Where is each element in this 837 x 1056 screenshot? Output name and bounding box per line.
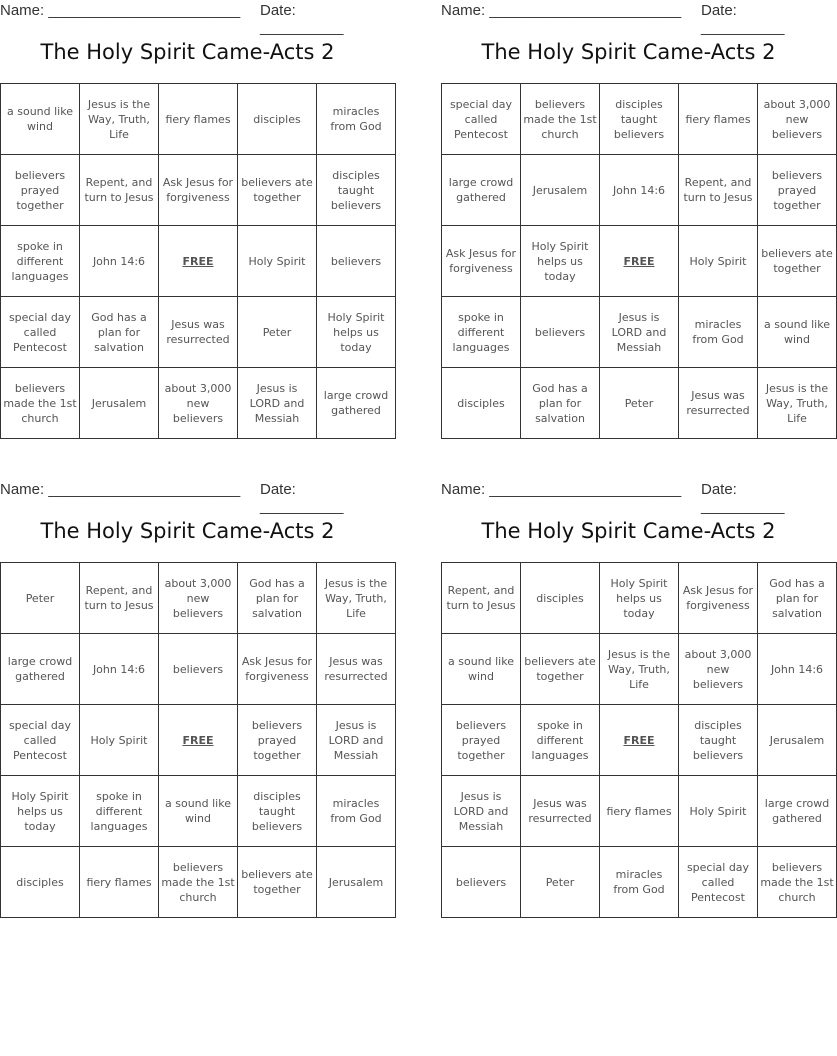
bingo-cell: believers (159, 634, 238, 705)
card-title: The Holy Spirit Came-Acts 2 (40, 519, 335, 543)
grid-row (1, 155, 396, 226)
bingo-cell: disciples (442, 368, 521, 439)
bingo-cell: John 14:6 (80, 226, 159, 297)
bingo-cell: Peter (238, 297, 317, 368)
grid-row (442, 155, 837, 226)
grid-row (1, 776, 396, 847)
bingo-cell: a sound like wind (159, 776, 238, 847)
bingo-cell: Jesus is LORD and Messiah (442, 776, 521, 847)
bingo-cell: Holy Spirit helps us today (600, 563, 679, 634)
bingo-cell: special day called Pentecost (679, 847, 758, 918)
card-title: The Holy Spirit Came-Acts 2 (481, 40, 776, 64)
bingo-cell: Jesus is the Way, Truth, Life (758, 368, 837, 439)
bingo-cell: Holy Spirit (679, 776, 758, 847)
free-space: FREE (159, 705, 238, 776)
bingo-cell: disciples taught believers (600, 84, 679, 155)
bingo-cell: Holy Spirit helps us today (317, 297, 396, 368)
bingo-cell: Ask Jesus for forgiveness (159, 155, 238, 226)
bingo-cell: spoke in different languages (442, 297, 521, 368)
date-field: Date: __________ (260, 481, 344, 515)
date-field: Date: __________ (701, 481, 785, 515)
bingo-cell: fiery flames (80, 847, 159, 918)
bingo-cell: miracles from God (317, 84, 396, 155)
bingo-cell: believers prayed together (442, 705, 521, 776)
bingo-cell: believers ate together (758, 226, 837, 297)
bingo-cell: Jesus is the Way, Truth, Life (317, 563, 396, 634)
bingo-card-2 (441, 0, 833, 425)
bingo-cell: spoke in different languages (521, 705, 600, 776)
bingo-grid (0, 83, 396, 439)
bingo-cell: Jesus was resurrected (521, 776, 600, 847)
card-title: The Holy Spirit Came-Acts 2 (481, 519, 776, 543)
bingo-cell: Jesus was resurrected (679, 368, 758, 439)
bingo-cell: Jesus was resurrected (317, 634, 396, 705)
bingo-cell: Holy Spirit (238, 226, 317, 297)
bingo-cell: believers made the 1st church (521, 84, 600, 155)
bingo-cell: Jesus is LORD and Messiah (317, 705, 396, 776)
bingo-cell: Jerusalem (521, 155, 600, 226)
bingo-grid (441, 562, 837, 918)
bingo-cell: believers ate together (238, 847, 317, 918)
bingo-cell: believers ate together (238, 155, 317, 226)
date-field: Date: __________ (701, 2, 785, 36)
bingo-cell: believers prayed together (758, 155, 837, 226)
bingo-cell: Jesus was resurrected (159, 297, 238, 368)
bingo-cell: believers made the 1st church (159, 847, 238, 918)
bingo-cell: disciples taught believers (238, 776, 317, 847)
name-field: Name: _______________________ (441, 2, 682, 19)
bingo-cell: Jerusalem (758, 705, 837, 776)
bingo-cell: a sound like wind (442, 634, 521, 705)
bingo-cell: disciples (238, 84, 317, 155)
bingo-cell: John 14:6 (80, 634, 159, 705)
grid-row (442, 563, 837, 634)
bingo-cell: Repent, and turn to Jesus (679, 155, 758, 226)
grid-row (1, 368, 396, 439)
name-field: Name: _______________________ (441, 481, 682, 498)
grid-row (1, 297, 396, 368)
bingo-cell: Ask Jesus for forgiveness (238, 634, 317, 705)
bingo-cell: God has a plan for salvation (80, 297, 159, 368)
bingo-cell: fiery flames (159, 84, 238, 155)
date-field: Date: __________ (260, 2, 344, 36)
bingo-cell: large crowd gathered (1, 634, 80, 705)
bingo-cell: believers ate together (521, 634, 600, 705)
bingo-cell: disciples (1, 847, 80, 918)
bingo-cell: believers made the 1st church (758, 847, 837, 918)
bingo-cell: Jerusalem (80, 368, 159, 439)
bingo-cell: Jesus is the Way, Truth, Life (80, 84, 159, 155)
bingo-cell: about 3,000 new believers (159, 368, 238, 439)
bingo-cell: miracles from God (679, 297, 758, 368)
bingo-cell: special day called Pentecost (1, 705, 80, 776)
grid-row (1, 226, 396, 297)
bingo-cell: God has a plan for salvation (758, 563, 837, 634)
bingo-cell: large crowd gathered (317, 368, 396, 439)
bingo-cell: disciples taught believers (317, 155, 396, 226)
bingo-cell: about 3,000 new believers (159, 563, 238, 634)
bingo-cell: believers made the 1st church (1, 368, 80, 439)
bingo-cell: fiery flames (600, 776, 679, 847)
grid-row (442, 297, 837, 368)
bingo-grid (441, 83, 837, 439)
bingo-cell: Holy Spirit (679, 226, 758, 297)
bingo-cell: Repent, and turn to Jesus (442, 563, 521, 634)
bingo-cell: believers prayed together (1, 155, 80, 226)
bingo-cell: Repent, and turn to Jesus (80, 563, 159, 634)
grid-row (1, 705, 396, 776)
grid-row (442, 705, 837, 776)
bingo-cell: large crowd gathered (758, 776, 837, 847)
bingo-cell: special day called Pentecost (1, 297, 80, 368)
bingo-cell: believers (317, 226, 396, 297)
bingo-cell: John 14:6 (600, 155, 679, 226)
card-header (0, 479, 375, 515)
bingo-cell: Peter (1, 563, 80, 634)
bingo-cell: Jerusalem (317, 847, 396, 918)
bingo-cell: believers (442, 847, 521, 918)
bingo-cell: large crowd gathered (442, 155, 521, 226)
grid-row (1, 847, 396, 918)
bingo-grid (0, 562, 396, 918)
bingo-cell: about 3,000 new believers (679, 634, 758, 705)
card-header (441, 0, 816, 36)
bingo-cell: miracles from God (317, 776, 396, 847)
bingo-cell: fiery flames (679, 84, 758, 155)
grid-row (442, 776, 837, 847)
grid-row (1, 634, 396, 705)
bingo-cell: John 14:6 (758, 634, 837, 705)
bingo-cell: God has a plan for salvation (521, 368, 600, 439)
bingo-cell: Jesus is the Way, Truth, Life (600, 634, 679, 705)
bingo-cell: Peter (521, 847, 600, 918)
grid-row (1, 563, 396, 634)
grid-row (442, 368, 837, 439)
bingo-cell: miracles from God (600, 847, 679, 918)
bingo-cell: Holy Spirit helps us today (1, 776, 80, 847)
bingo-cell: Ask Jesus for forgiveness (679, 563, 758, 634)
card-header (0, 0, 375, 36)
grid-row (442, 84, 837, 155)
bingo-cell: Holy Spirit (80, 705, 159, 776)
bingo-cell: disciples (521, 563, 600, 634)
grid-row (442, 634, 837, 705)
grid-row (1, 84, 396, 155)
grid-row (442, 226, 837, 297)
card-header (441, 479, 816, 515)
free-space: FREE (600, 226, 679, 297)
bingo-cell: Peter (600, 368, 679, 439)
bingo-cell: God has a plan for salvation (238, 563, 317, 634)
name-field: Name: _______________________ (0, 2, 241, 19)
bingo-cell: believers prayed together (238, 705, 317, 776)
free-space: FREE (600, 705, 679, 776)
bingo-card-3 (0, 479, 388, 904)
bingo-cell: special day called Pentecost (442, 84, 521, 155)
free-space: FREE (159, 226, 238, 297)
bingo-cell: disciples taught believers (679, 705, 758, 776)
bingo-cell: about 3,000 new believers (758, 84, 837, 155)
bingo-cell: Ask Jesus for forgiveness (442, 226, 521, 297)
bingo-cell: Jesus is LORD and Messiah (600, 297, 679, 368)
bingo-cell: believers (521, 297, 600, 368)
bingo-cell: Holy Spirit helps us today (521, 226, 600, 297)
bingo-cell: a sound like wind (758, 297, 837, 368)
name-field: Name: _______________________ (0, 481, 241, 498)
bingo-cell: spoke in different languages (80, 776, 159, 847)
grid-row (442, 847, 837, 918)
bingo-cell: Jesus is LORD and Messiah (238, 368, 317, 439)
bingo-cell: spoke in different languages (1, 226, 80, 297)
bingo-cell: Repent, and turn to Jesus (80, 155, 159, 226)
bingo-card-4 (441, 479, 834, 904)
bingo-cell: a sound like wind (1, 84, 80, 155)
bingo-card-1 (0, 0, 389, 425)
card-title: The Holy Spirit Came-Acts 2 (40, 40, 335, 64)
